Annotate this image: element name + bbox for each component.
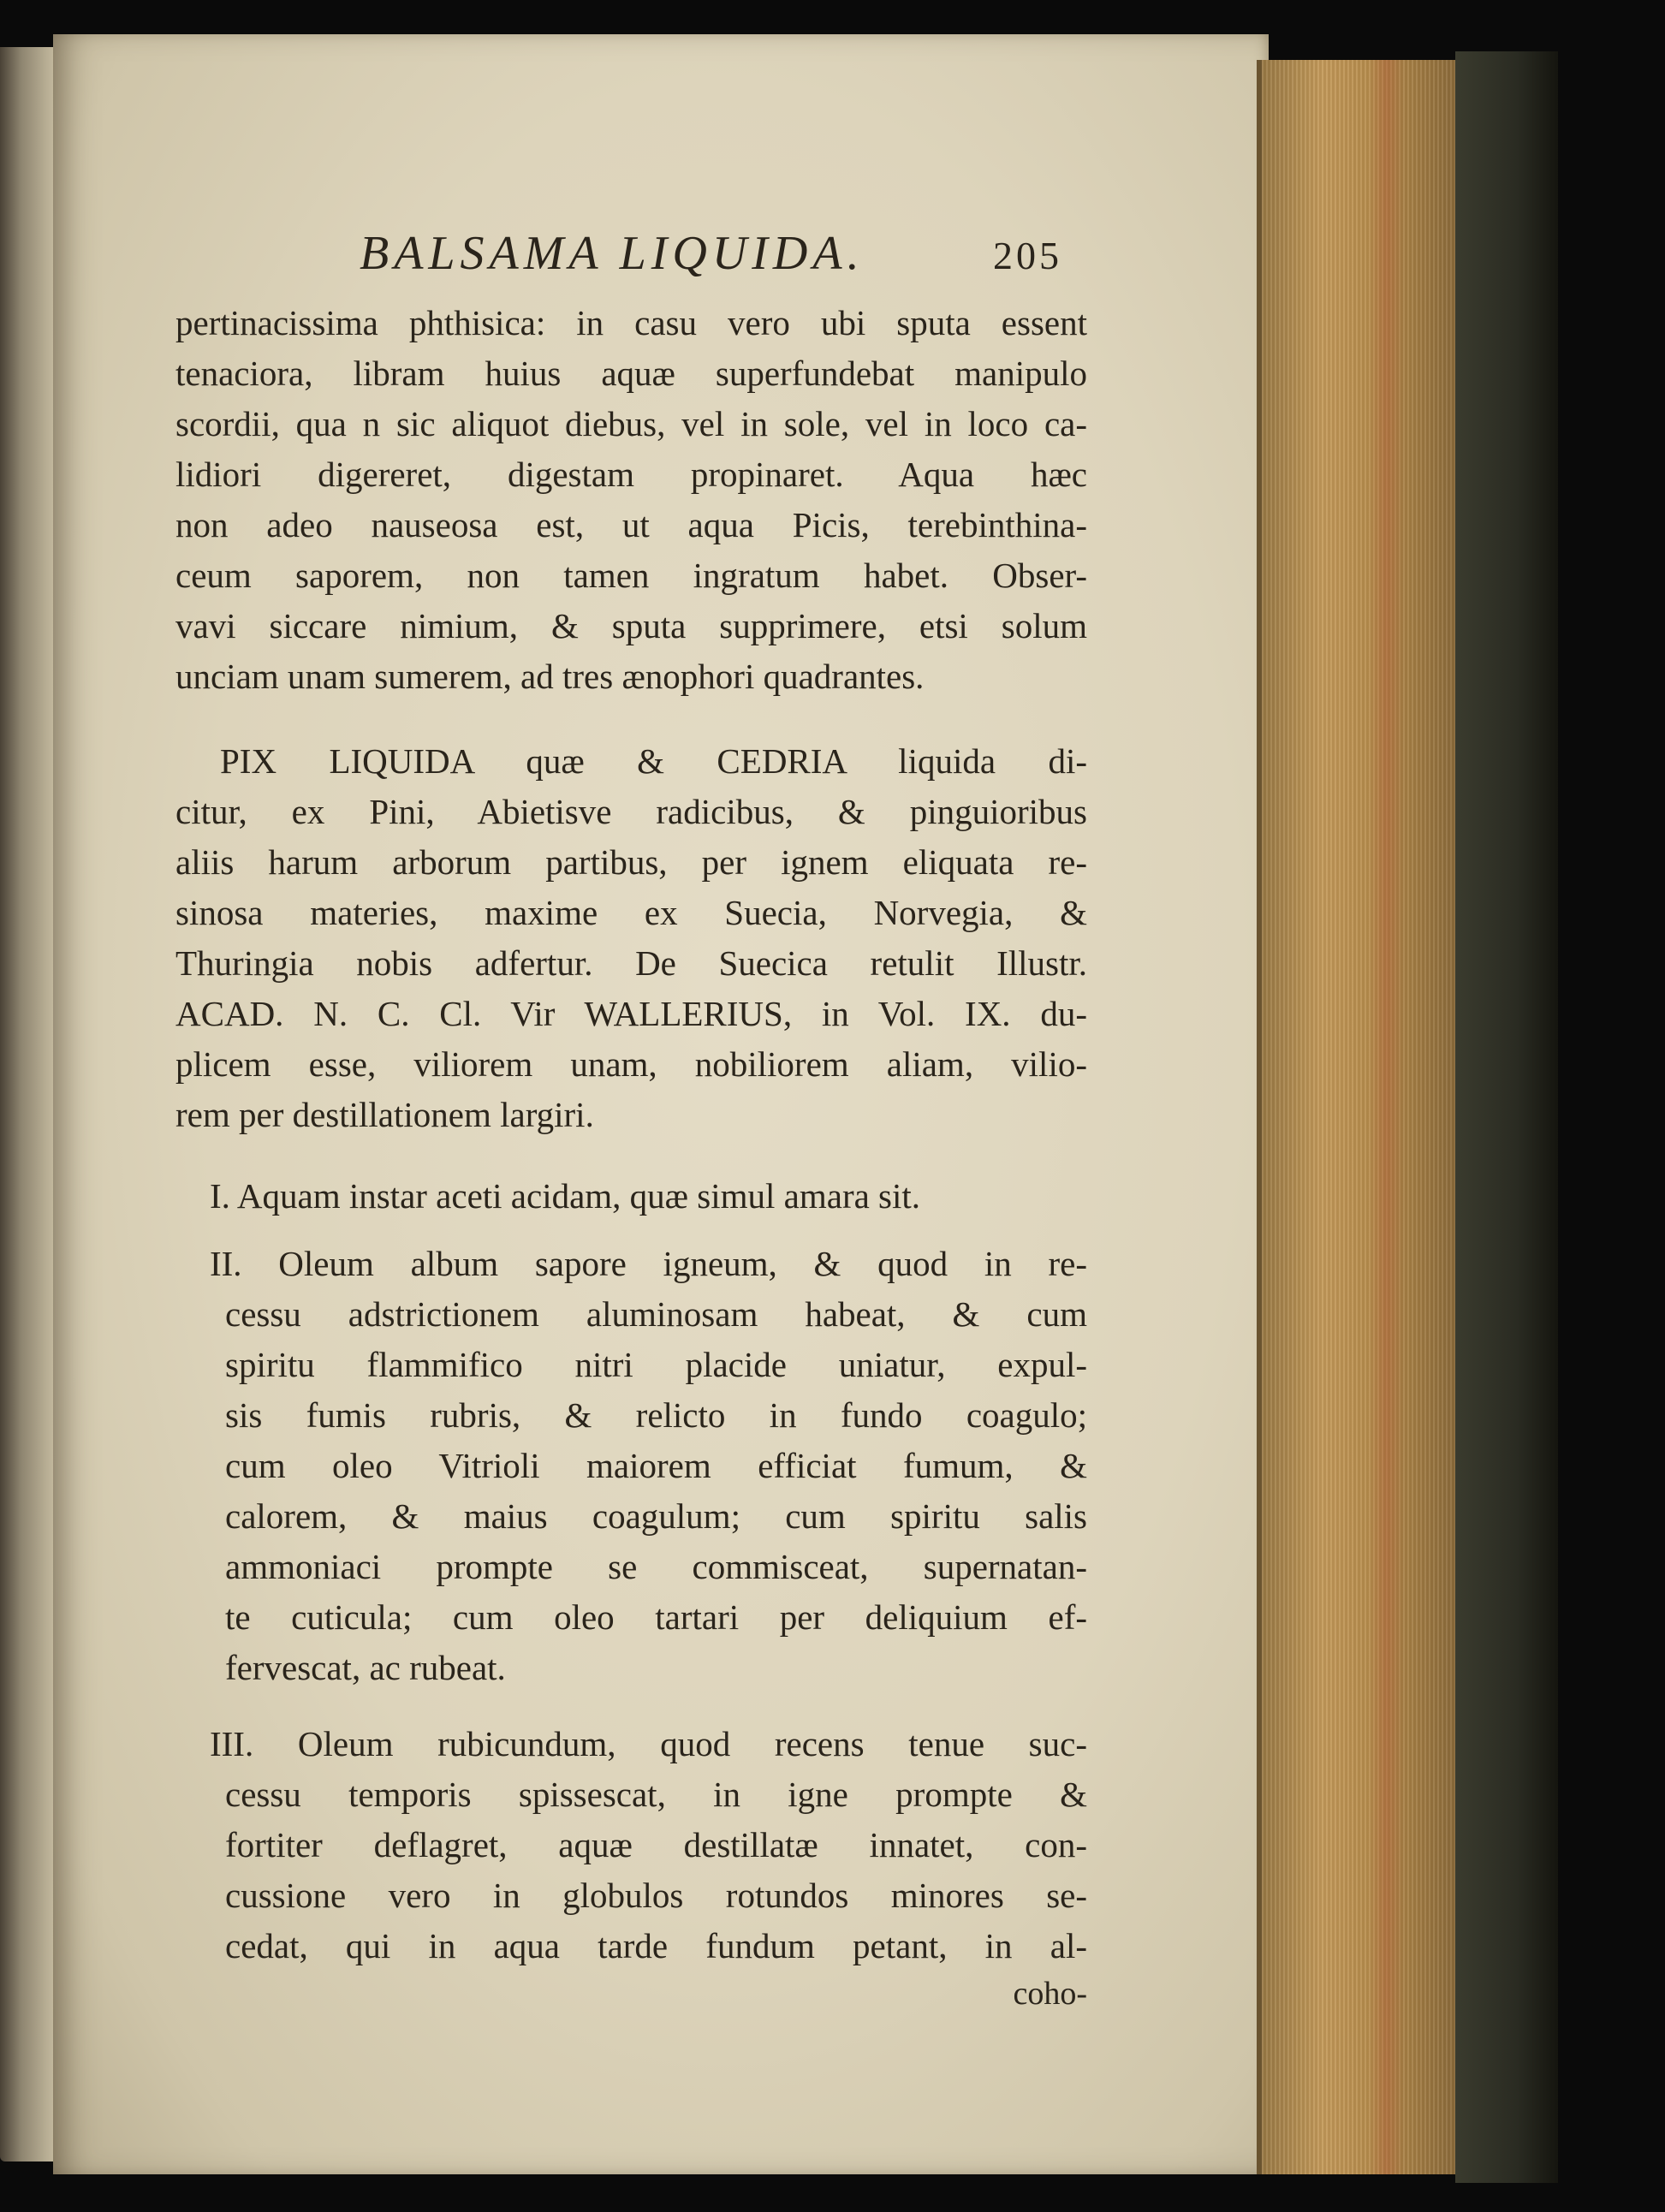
book-cover xyxy=(1455,51,1558,2183)
text-line: fervescat, ac rubeat. xyxy=(225,1648,506,1687)
numbered-list xyxy=(175,1171,1087,1971)
text-line: lidiori digereret, digestam propinaret. Aqua hæc xyxy=(175,455,1087,494)
text-line: pertinacissima phthisica: in casu vero ubi sputa essent xyxy=(175,303,1087,342)
text-line: cessu temporis spissescat, in igne prompte & xyxy=(225,1775,1087,1814)
text-line: unciam unam sumerem, ad tres ænophori quadrantes. xyxy=(175,657,925,696)
fore-edge xyxy=(1257,60,1460,2174)
text-line: vavi siccare nimium, & sputa supprimere, etsi solum xyxy=(175,606,1087,645)
list-item xyxy=(175,1171,1087,1222)
running-head-title: BALSAMA LIQUIDA. xyxy=(360,227,865,280)
fore-edge-tint xyxy=(1370,60,1404,2174)
text-line: fortiter deflagret, aquæ destillatæ innatet, con- xyxy=(225,1825,1087,1864)
text-line: sis fumis rubris, & relicto in fundo coagulo; xyxy=(225,1395,1087,1435)
running-head xyxy=(175,214,1087,282)
text-line: Thuringia nobis adfertur. De Suecica retulit Illustr. xyxy=(175,943,1087,983)
text-line: tenaciora, libram huius aquæ superfundebat manipulo xyxy=(175,354,1087,393)
text-line: II. Oleum album sapore igneum, & quod in re- xyxy=(210,1244,1087,1283)
text-line: te cuticula; cum oleo tartari per deliquium ef- xyxy=(225,1597,1087,1637)
text-line: ceum saporem, non tamen ingratum habet. Obser- xyxy=(175,556,1087,595)
text-line: cedat, qui in aqua tarde fundum petant, in al- xyxy=(225,1926,1087,1965)
text-line: sinosa materies, maxime ex Suecia, Norvegia, & xyxy=(175,893,1087,932)
paragraph-1 xyxy=(175,298,1087,702)
text-line: PIX LIQUIDA quæ & CEDRIA liquida di- xyxy=(220,741,1087,781)
paragraph-2 xyxy=(175,736,1087,1140)
text-line: spiritu flammifico nitri placide uniatur, expul- xyxy=(225,1345,1087,1384)
text-line: ammoniaci prompte se commisceat, supernatan- xyxy=(225,1547,1087,1586)
text-line: plicem esse, viliorem unam, nobiliorem aliam, vilio- xyxy=(175,1044,1087,1084)
text-block xyxy=(175,214,1087,2013)
text-line: cessu adstrictionem aluminosam habeat, & cum xyxy=(225,1294,1087,1334)
text-line: aliis harum arborum partibus, per ignem eliquata re- xyxy=(175,842,1087,882)
text-line: citur, ex Pini, Abietisve radicibus, & pinguioribus xyxy=(175,792,1087,831)
list-item xyxy=(175,1239,1087,1693)
text-line: ACAD. N. C. Cl. Vir WALLERIUS, in Vol. IX. du- xyxy=(175,994,1087,1033)
text-line: non adeo nauseosa est, ut aqua Picis, terebinthina- xyxy=(175,505,1087,544)
list-item xyxy=(175,1719,1087,1971)
text-line: cum oleo Vitrioli maiorem efficiat fumum, & xyxy=(225,1446,1087,1485)
text-line: scordii, qua n sic aliquot diebus, vel in sole, vel in loco ca- xyxy=(175,404,1087,443)
catchword: coho- xyxy=(1013,1976,1087,2012)
page-number: 205 xyxy=(993,234,1062,277)
text-line: cussione vero in globulos rotundos minores se- xyxy=(225,1876,1087,1915)
text-line: calorem, & maius coagulum; cum spiritu salis xyxy=(225,1496,1087,1536)
previous-page-edge xyxy=(0,47,53,2161)
text-line: III. Oleum rubicundum, quod recens tenue suc- xyxy=(210,1724,1087,1763)
text-line: I. Aquam instar aceti acidam, quæ simul amara sit. xyxy=(210,1176,921,1216)
text-line: rem per destillationem largiri. xyxy=(175,1095,594,1134)
